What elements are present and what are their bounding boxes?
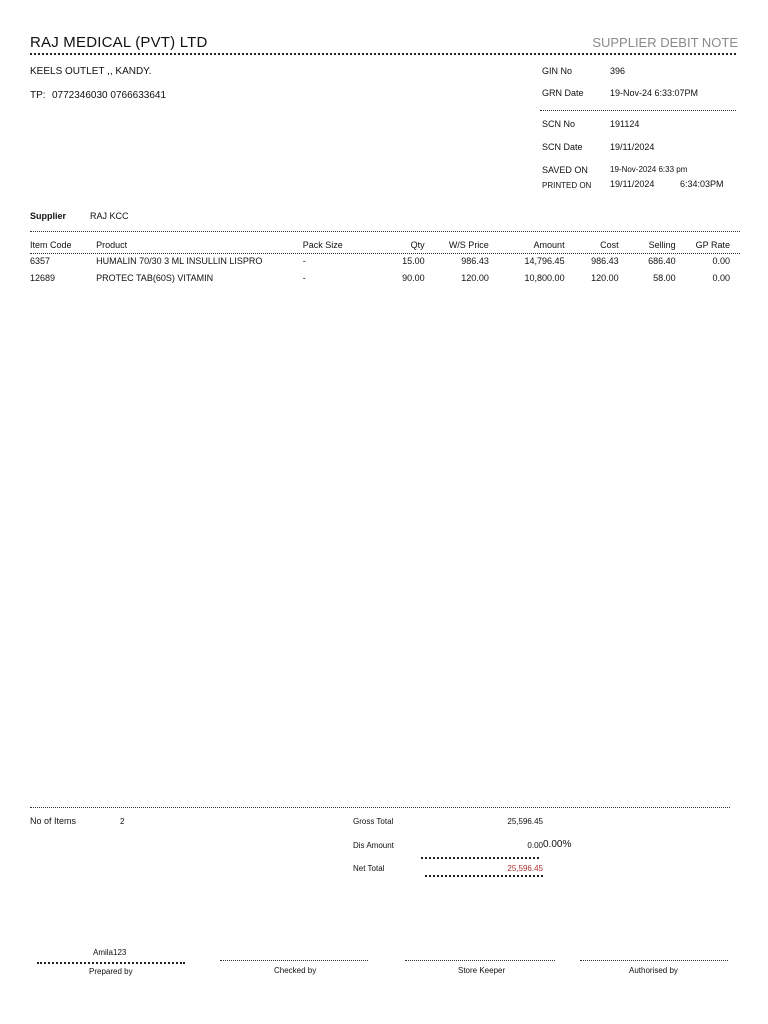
cell-product: PROTEC TAB(60S) VITAMIN [96, 272, 214, 283]
scn-no-value: 191124 [610, 119, 640, 129]
col-header-item-code: Item Code [30, 240, 72, 250]
table-header-row [30, 238, 730, 252]
cell-gp-rate: 0.00 [712, 255, 730, 266]
cell-item-code: 12689 [30, 272, 56, 283]
store-keeper-line [405, 960, 555, 961]
scn-no-label: SCN No [542, 119, 576, 129]
cell-amount: 10,800.00 [524, 272, 565, 283]
checked-by-label: Checked by [274, 966, 317, 975]
prepared-by-label: Prepared by [89, 967, 133, 976]
table-row [30, 269, 730, 286]
store-keeper-label: Store Keeper [458, 966, 506, 975]
col-header-amount: Amount [533, 240, 565, 250]
gross-total-label: Gross Total [353, 817, 394, 826]
saved-on-label: SAVED ON [542, 165, 588, 175]
scn-date-value: 19/11/2024 [610, 142, 655, 152]
items-count-value: 2 [120, 817, 125, 826]
printed-on-label: PRINTED ON [542, 181, 592, 190]
grn-date-label: GRN Date [542, 88, 584, 98]
cell-item-code: 6357 [30, 255, 51, 266]
saved-on-value: 19-Nov-2024 6:33 pm [610, 165, 688, 174]
col-header-product: Product [96, 240, 128, 250]
printed-on-date: 19/11/2024 [610, 179, 655, 189]
cell-cost: 120.00 [591, 272, 619, 283]
net-total-label: Net Total [353, 864, 385, 873]
gross-total-value: 25,596.45 [507, 817, 543, 826]
cell-product: HUMALIN 70/30 3 ML INSULLIN LISPRO [96, 255, 263, 266]
cell-pack-size: - [302, 272, 306, 283]
prepared-by-name: Amila123 [93, 948, 127, 957]
printed-on-time: 6:34:03PM [680, 179, 724, 189]
gin-label: GIN No [542, 66, 573, 76]
col-header-qty: Qty [410, 240, 425, 250]
col-header-gp-rate: GP Rate [695, 240, 730, 250]
col-header-ws-price: W/S Price [448, 240, 489, 250]
items-count-label: No of Items [30, 816, 77, 826]
document-type: SUPPLIER DEBIT NOTE [592, 35, 738, 50]
items-table [30, 238, 730, 286]
telephone-label: TP: [30, 90, 46, 101]
net-total-top-rule [421, 857, 539, 859]
dis-percent: 0.00% [543, 839, 572, 850]
col-header-pack-size: Pack Size [302, 240, 343, 250]
table-row [30, 252, 730, 269]
table-top-divider [30, 231, 740, 232]
cell-qty: 15.00 [402, 255, 425, 266]
dis-amount-label: Dis Amount [353, 841, 394, 850]
authorised-by-label: Authorised by [629, 966, 678, 975]
cell-amount: 14,796.45 [524, 255, 565, 266]
telephone-numbers: 0772346030 0766633641 [52, 90, 167, 101]
prepared-by-line [37, 962, 185, 964]
info-divider [540, 110, 736, 111]
authorised-by-line [580, 960, 728, 961]
col-header-selling: Selling [648, 240, 676, 250]
cell-ws-price: 986.43 [461, 255, 489, 266]
address: KEELS OUTLET ,, KANDY. [30, 66, 152, 77]
company-name: RAJ MEDICAL (PVT) LTD [30, 34, 208, 51]
cell-gp-rate: 0.00 [712, 272, 730, 283]
cell-qty: 90.00 [402, 272, 425, 283]
scn-date-label: SCN Date [542, 142, 583, 152]
cell-selling: 58.00 [653, 272, 676, 283]
header-divider [30, 53, 736, 55]
cell-ws-price: 120.00 [461, 272, 489, 283]
grn-date-value: 19-Nov-24 6:33:07PM [610, 88, 699, 98]
net-total-bottom-rule [425, 875, 543, 877]
col-header-cost: Cost [600, 240, 619, 250]
cell-cost: 986.43 [591, 255, 619, 266]
supplier-value: RAJ KCC [90, 211, 129, 221]
net-total-value: 25,596.45 [507, 864, 543, 873]
supplier-label: Supplier [30, 211, 67, 221]
dis-amount-value: 0.00 [527, 841, 543, 850]
cell-pack-size: - [302, 255, 306, 266]
totals-divider [30, 807, 730, 808]
checked-by-line [220, 960, 368, 961]
cell-selling: 686.40 [648, 255, 676, 266]
gin-value: 396 [610, 66, 626, 76]
